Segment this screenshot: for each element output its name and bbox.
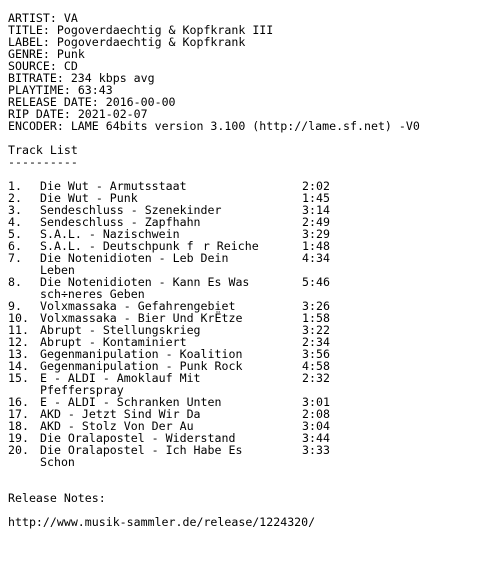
track-row <box>8 252 480 276</box>
track-main-line <box>8 252 480 264</box>
track-number: 10. <box>8 311 29 325</box>
track-number: 18. <box>8 419 29 433</box>
info-value: 63:43 <box>77 83 113 97</box>
track-duration: 1:48 <box>302 239 330 253</box>
track-title: Die Wut - Armutsstaat <box>40 179 187 193</box>
info-line <box>8 120 480 132</box>
track-number: 9. <box>8 299 22 313</box>
track-duration: 3:56 <box>302 347 330 361</box>
track-main-line <box>8 444 480 456</box>
track-duration: 2:49 <box>302 215 330 229</box>
info-value: CD <box>63 59 78 73</box>
track-title: Die Notenidioten - Leb Dein <box>40 251 229 265</box>
track-list <box>8 180 480 468</box>
track-number: 1. <box>8 179 22 193</box>
info-line <box>8 48 480 60</box>
track-title-continuation: Leben <box>40 263 75 277</box>
tracklist-underline: ---------- <box>8 155 78 169</box>
track-number: 3. <box>8 203 22 217</box>
info-label: TITLE: <box>8 23 50 37</box>
track-number: 19. <box>8 431 29 445</box>
track-duration: 1:58 <box>302 311 330 325</box>
track-row <box>8 276 480 300</box>
track-row <box>8 372 480 396</box>
track-duration: 1:45 <box>302 191 330 205</box>
track-duration: 3:26 <box>302 299 330 313</box>
track-title: Abrupt - Kontaminiert <box>40 335 187 349</box>
info-label: ENCODER: <box>8 119 64 133</box>
track-number: 8. <box>8 275 22 289</box>
track-title: Sendeschluss - Zapfhahn <box>40 215 201 229</box>
track-title: Die Wut - Punk <box>40 191 138 205</box>
track-duration: 5:46 <box>302 275 330 289</box>
track-title: Die Oralapostel - Widerstand <box>40 431 236 445</box>
info-value: 2016-00-00 <box>105 95 176 109</box>
track-number: 17. <box>8 407 29 421</box>
track-duration: 3:44 <box>302 431 330 445</box>
track-duration: 3:14 <box>302 203 330 217</box>
track-number: 14. <box>8 359 29 373</box>
track-number: 11. <box>8 323 29 337</box>
track-title: Sendeschluss - Szenekinder <box>40 203 222 217</box>
info-label: RIP DATE: <box>8 107 71 121</box>
track-title: S.A.L. - Deutschpunk fr Reiche <box>40 239 259 253</box>
track-title: E - ALDI - Schranken Unten <box>40 395 222 409</box>
track-title: S.A.L. - Nazischwein <box>40 227 180 241</box>
track-title: Die Oralapostel - Ich Habe Es <box>40 443 243 457</box>
info-label: SOURCE: <box>8 59 57 73</box>
track-duration: 2:32 <box>302 371 330 385</box>
info-value: Pogoverdaechtig & Kopfkrank <box>56 35 246 49</box>
track-number: 12. <box>8 335 29 349</box>
track-duration: 4:34 <box>302 251 330 265</box>
track-title-continuation: sch÷neres Geben <box>40 287 145 301</box>
track-duration: 2:02 <box>302 179 330 193</box>
track-duration: 3:33 <box>302 443 330 457</box>
info-label: PLAYTIME: <box>8 83 71 97</box>
track-duration: 4:58 <box>302 359 330 373</box>
track-number: 7. <box>8 251 22 265</box>
track-title: Die Notenidioten - Kann Es Was <box>40 275 250 289</box>
track-duration: 3:22 <box>302 323 330 337</box>
spacer <box>8 468 480 480</box>
info-label: LABEL: <box>8 35 50 49</box>
track-title: Abrupt - Stellungskrieg <box>40 323 201 337</box>
track-number: 13. <box>8 347 29 361</box>
info-value: VA <box>63 11 78 25</box>
track-duration: 2:34 <box>302 335 330 349</box>
track-title: Gegenmanipulation - Koalition <box>40 347 243 361</box>
track-title: Volxmassaka - Gefahrengebiet <box>40 299 236 313</box>
track-title: Volxmassaka - Bier Und KrËtze <box>40 311 243 325</box>
track-duration: 2:08 <box>302 407 330 421</box>
track-title-continuation: Schon <box>40 455 75 469</box>
info-value: Punk <box>56 47 85 61</box>
info-value: 234 kbps avg <box>70 71 155 85</box>
spacer <box>8 132 480 144</box>
track-title: AKD - Jetzt Sind Wir Da <box>40 407 201 421</box>
tracklist-heading: Track List <box>8 143 78 157</box>
track-number: 16. <box>8 395 29 409</box>
track-title: Gegenmanipulation - Punk Rock <box>40 359 243 373</box>
info-value: Pogoverdaechtig & Kopfkrank III <box>56 23 274 37</box>
release-notes-url: http://www.musik-sammler.de/release/1224320/ <box>8 515 316 529</box>
info-label: ARTIST: <box>8 11 57 25</box>
track-duration: 3:04 <box>302 419 330 433</box>
track-number: 20. <box>8 443 29 457</box>
info-label: RELEASE DATE: <box>8 95 99 109</box>
track-number: 15. <box>8 371 29 385</box>
track-title-continuation: Pfefferspray <box>40 383 124 397</box>
info-label: BITRATE: <box>8 71 64 85</box>
track-number: 5. <box>8 227 22 241</box>
track-title: AKD - Stolz Von Der Au <box>40 419 194 433</box>
info-label: GENRE: <box>8 47 50 61</box>
track-number: 2. <box>8 191 22 205</box>
track-duration: 3:29 <box>302 227 330 241</box>
release-notes-heading: Release Notes: <box>8 491 106 505</box>
track-number: 4. <box>8 215 22 229</box>
info-value: 2021-02-07 <box>77 107 148 121</box>
info-value: LAME 64bits version 3.100 (http://lame.sf.net) -V0 <box>70 119 420 133</box>
track-title: E - ALDI - Amoklauf Mit <box>40 371 201 385</box>
track-duration: 3:01 <box>302 395 330 409</box>
track-row <box>8 444 480 468</box>
track-number: 6. <box>8 239 22 253</box>
release-info <box>8 12 480 132</box>
